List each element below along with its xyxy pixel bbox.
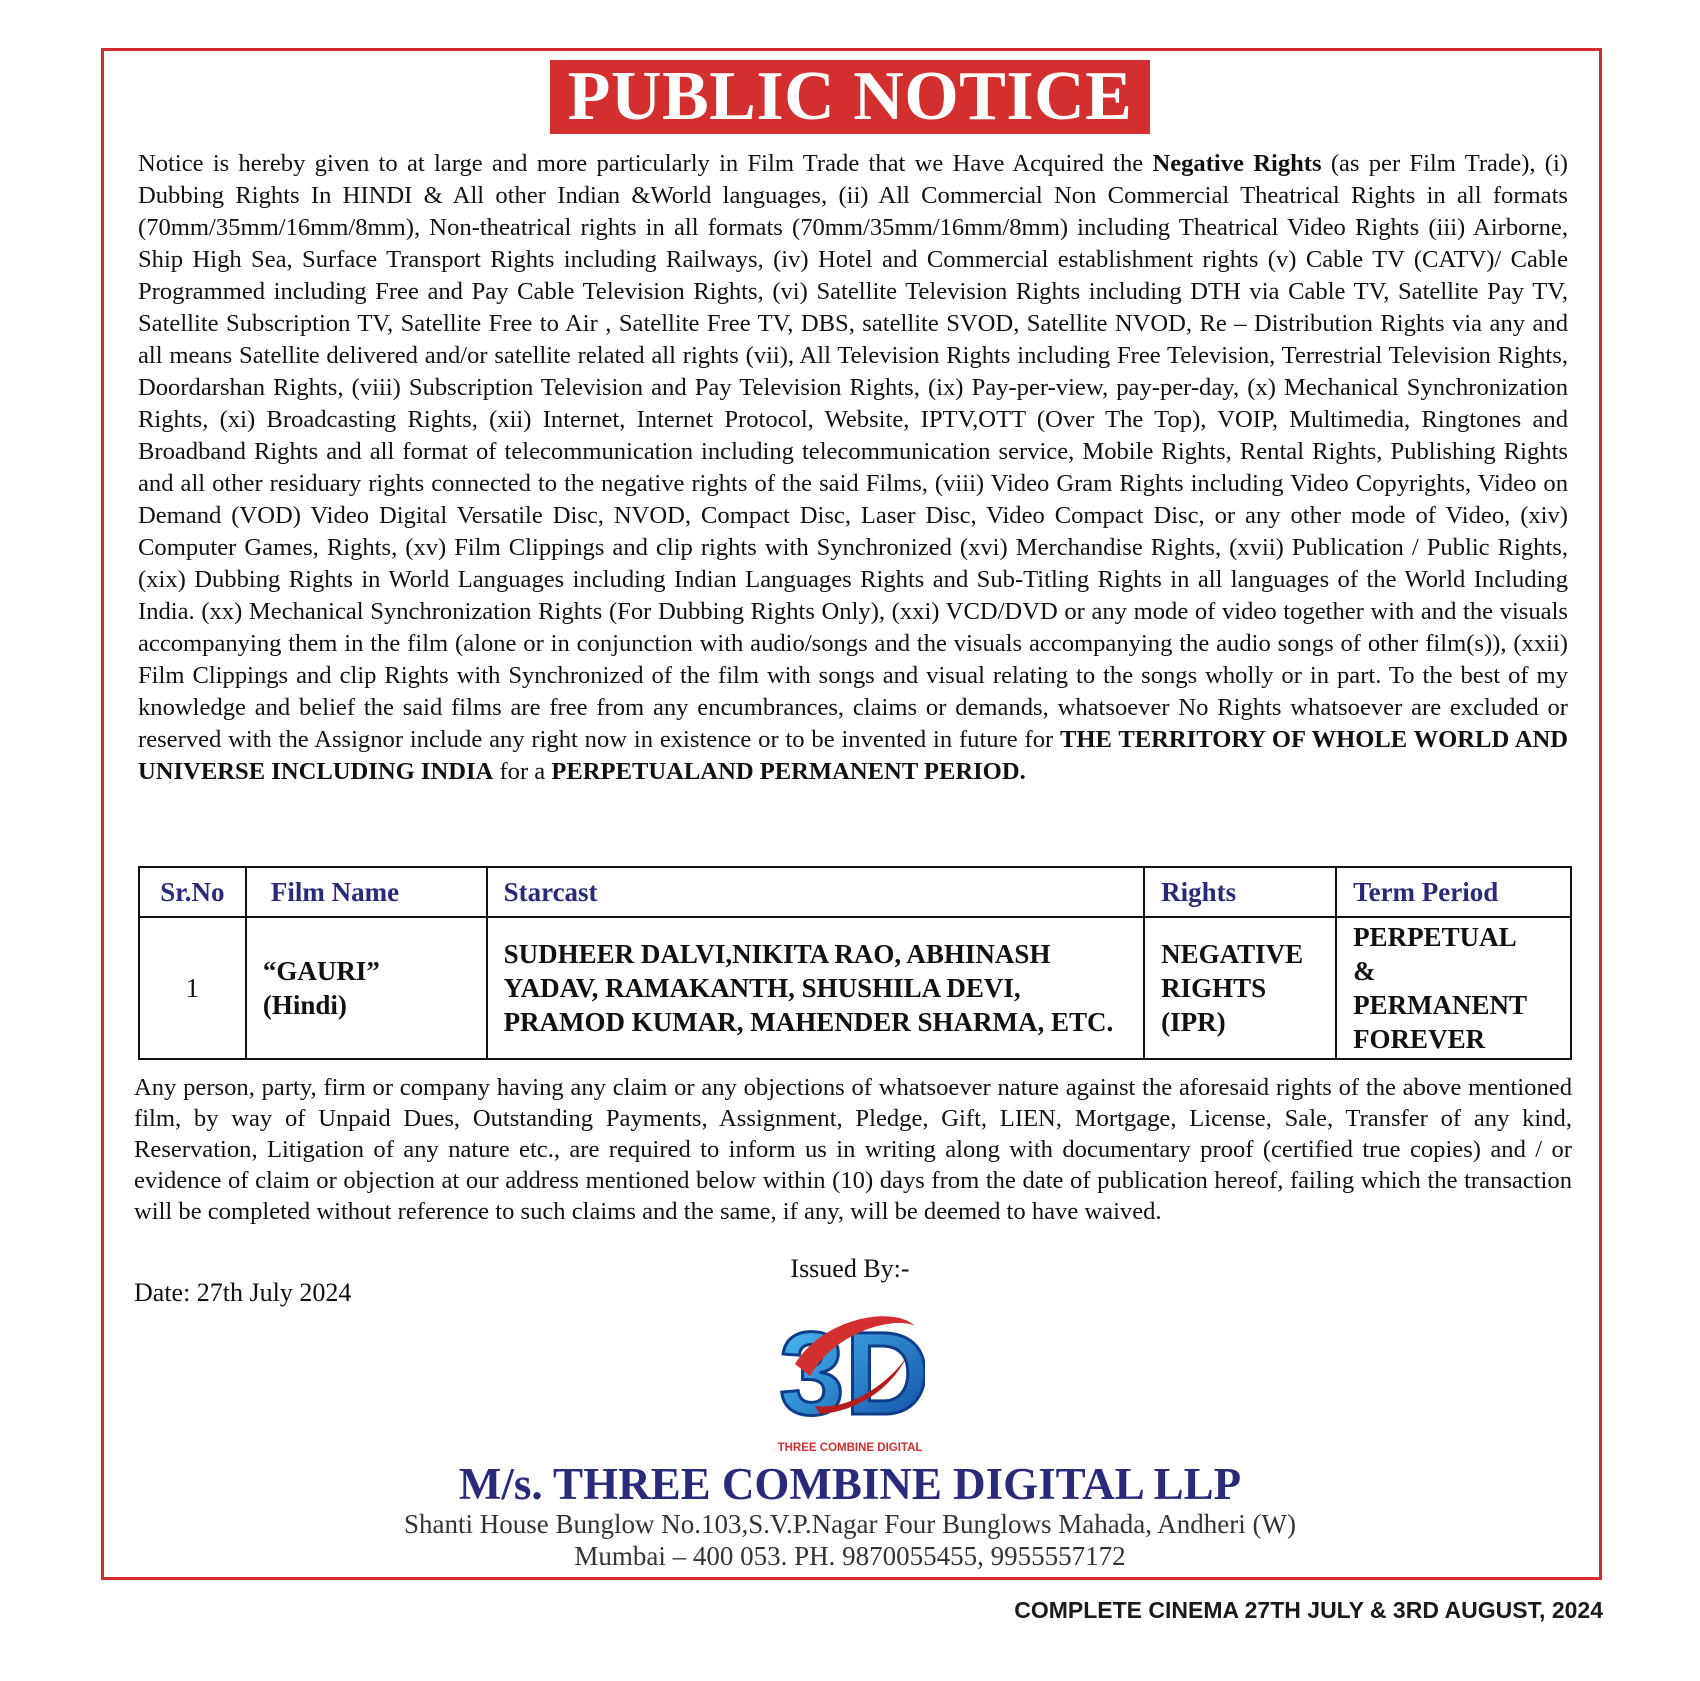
- cell-sr-no: 1: [139, 917, 246, 1059]
- intro-text-2: (as per Film Trade), (i) Dubbing Rights In HINDI & All other Indian &World languages, (ii) All Commercial Non Commercial Theatrical Rights in all formats (70mm/35mm/16mm/8mm), Non-theatrical rights in all formats (70mm/35mm/16mm/8mm) including Theatrical Video Rights (iii) Airborne, Ship High Sea, Surface Transport Rights including Railways, (iv) Hotel and Commercial establishment rights (v) Cable TV (CATV)/ Cable Programmed including Free and Pay Cable Television Rights, (vi) Satellite Television Rights including DTH via Cable TV, Satellite Pay TV, Satellite Subscription TV, Satellite Free to Air , Satellite Free TV, DBS, satellite SVOD, Satellite NVOD, Re – Distribution Rights via any and all means Satellite delivered and/or satellite related all rights (vii), All Television Rights including Free Television, Terrestrial Television Rights, Doordarshan Rights, (viii) Subscription Television and Pay Television Rights, (ix) Pay-per-view, pay-per-day, (x) Mechanical Synchronization Rights, (xi) Broadcasting Rights, (xii) Internet, Internet Protocol, Website, IPTV,OTT (Over The Top), VOIP, Multimedia, Ringtones and Broadband Rights and all format of telecommunication including telecommunication service, Mobile Rights, Rental Rights, Publishing Rights and all other residuary rights connected to the negative rights of the said Films, (viii) Video Gram Rights including Video Copyrights, Video on Demand (VOD) Video Digital Versatile Disc, NVOD, Compact Disc, Laser Disc, Video Compact Disc, or any other mode of Video, (xiv) Computer Games, Rights, (xv) Film Clippings and clip rights with Synchronized (xvi) Merchandise Rights, (xvii) Publication / Public Rights, (xix) Dubbing Rights in World Languages including Indian Languages Rights and Sub-Titling Rights in all languages of the World Including India. (xx) Mechanical Synchronization Rights (For Dubbing Rights Only), (xxi) VCD/DVD or any mode of video together with and the visuals accompanying them in the film (alone or in conjunction with audio/songs and the visuals accompanying the audio songs of other film(s)), (xxii) Film Clippings and clip Rights with Synchronized of the film with songs and visual relating to the songs wholly or in part. To the best of my knowledge and belief the said films are free from any encumbrances, claims or demands, whatsoever No Rights whatsoever are excluded or reserved with the Assignor include any right now in existence or to be invented in future for: [138, 150, 1569, 753]
- company-address-line-1: Shanti House Bunglow No.103,S.V.P.Nagar Four Bunglows Mahada, Andheri (W): [404, 1509, 1296, 1539]
- title-wrap: [0, 60, 1700, 134]
- publication-footer: COMPLETE CINEMA 27TH JULY & 3RD AUGUST, 2024: [1014, 1597, 1603, 1623]
- logo-mark: 3D: [779, 1308, 925, 1440]
- table-row: [139, 917, 1571, 1059]
- term-line-2: &: [1353, 956, 1376, 986]
- film-title: “GAURI”: [262, 956, 380, 986]
- intro-bold-territory: THE TERRITORY OF WHOLE WORLD AND UNIVERSE INCLUDING INDIA: [138, 726, 1568, 785]
- table-header-row: [139, 867, 1571, 917]
- intro-bold-negative-rights: Negative Rights: [1152, 150, 1322, 177]
- cell-term-period: [1336, 917, 1571, 1059]
- header-term-period: Term Period: [1336, 867, 1571, 917]
- cell-rights: NEGATIVE RIGHTS (IPR): [1144, 917, 1336, 1059]
- header-rights: Rights: [1144, 867, 1336, 917]
- notice-title: PUBLIC NOTICE: [550, 60, 1151, 134]
- notice-date: Date: 27th July 2024: [134, 1278, 352, 1307]
- header-starcast: Starcast: [487, 867, 1145, 917]
- intro-text-3: for a: [493, 758, 552, 785]
- company-name: M/s. THREE COMBINE DIGITAL LLP: [458, 1459, 1242, 1509]
- header-sr-no: Sr.No: [139, 867, 246, 917]
- claims-paragraph: Any person, party, firm or company having any claim or any objections of whatsoever nature against the aforesaid rights of the above mentioned film, by way of Unpaid Dues, Outstanding Payments, Assignment, Pledge, Gift, LIEN, Mortgage, License, Sale, Transfer of any kind, Reservation, Litigation of any nature etc., are required to inform us in writing along with documentary proof (certified true copies) and / or evidence of claim or objection at our address mentioned below within (10) days from the date of publication hereof, failing which the transaction will be completed without reference to such claims and the same, if any, will be deemed to have waived.: [134, 1074, 1572, 1225]
- films-table: [138, 866, 1572, 1060]
- issued-by-label: Issued By:-: [790, 1254, 910, 1283]
- film-language: (Hindi): [262, 990, 347, 1020]
- logo-text: THREE COMBINE DIGITAL: [777, 1442, 923, 1454]
- three-combine-digital-logo-icon: [775, 1286, 925, 1456]
- term-line-4: FOREVER: [1353, 1024, 1486, 1054]
- cell-film-name: [246, 917, 487, 1059]
- intro-bold-period: PERPETUALAND PERMANENT PERIOD.: [551, 758, 1026, 785]
- intro-text-1: Notice is hereby given to at large and more particularly in Film Trade that we Have Acquired the: [138, 150, 1153, 177]
- company-address-line-2: Mumbai – 400 053. PH. 9870055455, 9955557172: [574, 1541, 1126, 1571]
- notice-intro-paragraph: [138, 148, 1568, 788]
- cell-starcast: SUDHEER DALVI,NIKITA RAO, ABHINASH YADAV, RAMAKANTH, SHUSHILA DEVI, PRAMOD KUMAR, MAHENDER SHARMA, ETC.: [487, 917, 1145, 1059]
- term-line-3: PERMANENT: [1353, 990, 1528, 1020]
- term-line-1: PERPETUAL: [1353, 922, 1517, 952]
- header-film-name: Film Name: [246, 867, 487, 917]
